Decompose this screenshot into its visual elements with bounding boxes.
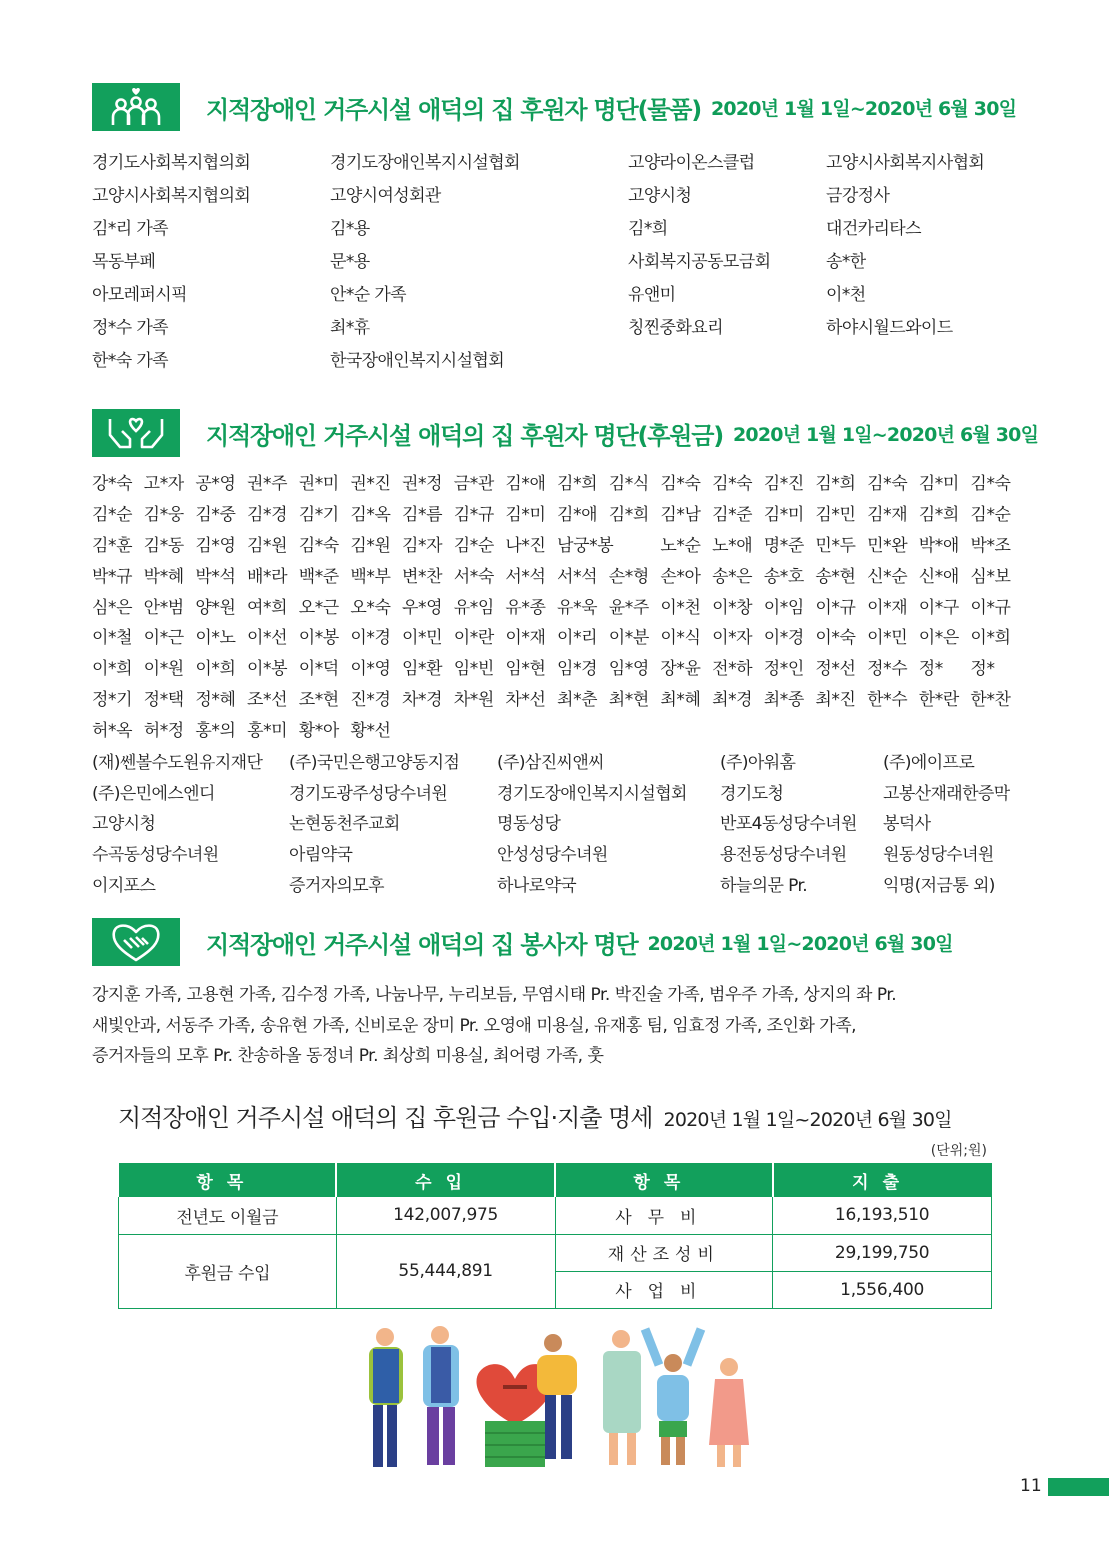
expense-label: 사업비 — [555, 1271, 773, 1308]
donor-name: 김*진 — [763, 473, 804, 494]
donor-name: 홍*의 — [195, 721, 236, 742]
donor-name: 신*순 — [867, 566, 908, 587]
donor-name: 이*철 — [92, 628, 133, 649]
donor-name: 김*희 — [815, 473, 856, 494]
donor-name: 고양시여성회관 — [330, 186, 441, 206]
donor-name: 이*구 — [918, 597, 959, 618]
people-illustration — [355, 1325, 755, 1475]
donor-name: 권*진 — [350, 473, 391, 494]
donor-name: 김*경 — [247, 504, 288, 525]
donor-name: 이*민 — [867, 628, 908, 649]
donor-name: 김*옥 — [350, 504, 391, 525]
donor-name: 홍*미 — [247, 721, 288, 742]
donor-org: (주)삼진씨앤씨 — [497, 752, 604, 773]
donor-row — [92, 590, 1022, 621]
header-item: 항목 — [555, 1163, 773, 1197]
donor-name: 노*애 — [712, 535, 753, 556]
donor-name: 차*원 — [453, 690, 494, 711]
donor-org: 하나로약국 — [497, 876, 577, 897]
donor-name: 목동부페 — [92, 252, 156, 272]
donor-name: 고*자 — [143, 473, 184, 494]
section-title: 지적장애인 거주시설 애덕의 집 후원자 명단(후원금) — [206, 421, 723, 450]
donor-name: 하야시월드와이드 — [826, 318, 953, 338]
donor-name: 차*선 — [505, 690, 546, 711]
volunteer-line: 강지훈 가족, 고용현 가족, 김수정 가족, 나눔나무, 누리보듬, 무염시태 Pr. 박진술 가족, 범우주 가족, 상지의 좌 Pr. — [92, 985, 897, 1005]
section-header-volunteers — [92, 918, 953, 966]
org-row — [92, 807, 1033, 838]
donor-org: 원동성당수녀원 — [883, 845, 994, 866]
donor-org: (재)쎈볼수도원유지재단 — [92, 752, 263, 773]
donor-name: 김*희 — [557, 473, 598, 494]
volunteer-list — [92, 980, 1032, 1072]
donor-name: 정*기 — [92, 690, 133, 711]
finance-table — [118, 1163, 992, 1309]
donor-name: 김*리 가족 — [92, 219, 168, 239]
money-donor-names — [92, 466, 1022, 744]
donor-name: 양*원 — [195, 597, 236, 618]
donor-name: 김*미 — [763, 504, 804, 525]
donor-name: 여*희 — [247, 597, 288, 618]
expense-value: 1,556,400 — [773, 1271, 992, 1308]
donor-name: 송*현 — [815, 566, 856, 587]
volunteer-line: 증거자들의 모후 Pr. 찬송하올 동정녀 Pr. 최상희 미용실, 최어령 가족, 훗 — [92, 1046, 604, 1066]
income-label: 전년도 이월금 — [119, 1197, 337, 1234]
donor-row — [92, 651, 1022, 682]
expense-value: 29,199,750 — [773, 1234, 992, 1271]
donor-name: 장*윤 — [660, 659, 701, 680]
donor-name: 유앤미 — [628, 285, 676, 305]
donor-name: 전*하 — [712, 659, 753, 680]
donor-org: 익명(저금통 외) — [883, 876, 995, 897]
donor-org: 경기도청 — [720, 783, 784, 804]
donor-name: 김*준 — [712, 504, 753, 525]
donor-name: 변*찬 — [402, 566, 443, 587]
donor-name: 우*영 — [402, 597, 443, 618]
donor-name: 김*규 — [453, 504, 494, 525]
donor-name: 김*숙 — [660, 473, 701, 494]
donor-name: 이*봉 — [298, 628, 339, 649]
section-header-money — [92, 409, 1038, 457]
donor-name: 송*호 — [763, 566, 804, 587]
donor-row — [92, 466, 1022, 497]
donor-org: (주)국민은행고양동지점 — [289, 752, 460, 773]
donor-name: 정*수 — [867, 659, 908, 680]
donor-name: 정*인 — [763, 659, 804, 680]
donor-name: 이*희 — [195, 659, 236, 680]
hands-heart-icon — [92, 409, 180, 457]
section-title: 지적장애인 거주시설 애덕의 집 봉사자 명단 — [206, 930, 638, 959]
donor-name: 이*분 — [608, 628, 649, 649]
donor-name: 이*원 — [143, 659, 184, 680]
donor-name: 최*종 — [763, 690, 804, 711]
donor-name: 최*휴 — [330, 318, 370, 338]
donor-name: 박*조 — [970, 535, 1011, 556]
expense-value: 16,193,510 — [773, 1197, 992, 1234]
finance-title — [118, 1098, 952, 1133]
donor-name: 나*진 — [505, 535, 546, 556]
donor-name: 허*정 — [143, 721, 184, 742]
donor-row — [92, 276, 1026, 309]
handshake-heart-icon — [92, 918, 180, 966]
donor-org: 봉덕사 — [883, 814, 931, 835]
donor-name: 진*경 — [350, 690, 391, 711]
donor-name: 안*순 가족 — [330, 285, 406, 305]
donor-name: 신*애 — [918, 566, 959, 587]
donor-name: 이*은 — [918, 628, 959, 649]
donor-row — [92, 497, 1022, 528]
donor-name: 김*순 — [92, 504, 133, 525]
donor-name: 이*재 — [867, 597, 908, 618]
donor-row — [92, 309, 1026, 342]
donor-name: 김*희 — [918, 504, 959, 525]
donor-name: 김*재 — [867, 504, 908, 525]
donor-name: 이*노 — [195, 628, 236, 649]
donor-name: 한*숙 가족 — [92, 351, 168, 371]
donor-name: 최*진 — [815, 690, 856, 711]
section-title: 지적장애인 거주시설 애덕의 집 후원자 명단(물품) — [206, 95, 701, 124]
unit-label: (단위;원) — [930, 1143, 987, 1159]
donor-name: 이*경 — [350, 628, 391, 649]
donor-name: 정*택 — [143, 690, 184, 711]
donor-row — [92, 144, 1026, 177]
donor-org: 증거자의모후 — [289, 876, 384, 897]
header-expense: 지출 — [773, 1163, 992, 1197]
donor-name: 이*경 — [763, 628, 804, 649]
donor-name: 손*아 — [660, 566, 701, 587]
donor-name: 박*혜 — [143, 566, 184, 587]
donor-name: 김*영 — [195, 535, 236, 556]
donor-org: 고봉산재래한증막 — [883, 783, 1010, 804]
donor-row — [92, 620, 1022, 651]
donor-name: 고양시사회복지사협회 — [826, 153, 985, 173]
donor-name: 민*완 — [867, 535, 908, 556]
donor-name: 임*환 — [402, 659, 443, 680]
finance-title-text: 지적장애인 거주시설 애덕의 집 후원금 수입·지출 명세 — [118, 1104, 653, 1132]
donor-name: 정* — [918, 659, 943, 680]
donor-name: 이*리 — [557, 628, 598, 649]
donor-name: 김*민 — [815, 504, 856, 525]
donor-name: 임*현 — [505, 659, 546, 680]
donor-name: 최*현 — [608, 690, 649, 711]
donor-org: 아림약국 — [289, 845, 353, 866]
table-row — [119, 1234, 992, 1271]
donor-name: 한*수 — [867, 690, 908, 711]
donor-name: 서*숙 — [453, 566, 494, 587]
donor-org: 수곡동성당수녀원 — [92, 845, 219, 866]
donor-name: 이*희 — [92, 659, 133, 680]
donor-name: 이*숙 — [815, 628, 856, 649]
donor-name: 김*순 — [453, 535, 494, 556]
donor-name: 송*은 — [712, 566, 753, 587]
donor-name: 오*숙 — [350, 597, 391, 618]
donor-name: 심*보 — [970, 566, 1011, 587]
donor-name: 조*선 — [247, 690, 288, 711]
donor-name: 한*란 — [918, 690, 959, 711]
donor-name: 김*훈 — [92, 535, 133, 556]
donor-name: 김*남 — [660, 504, 701, 525]
donor-name: 김*숙 — [970, 473, 1011, 494]
donor-name: 노*순 — [660, 535, 701, 556]
donor-name: 유*욱 — [557, 597, 598, 618]
donor-name: 안*범 — [143, 597, 184, 618]
donor-name: 이*선 — [247, 628, 288, 649]
donor-name: 김*중 — [195, 504, 236, 525]
donor-name: 김*름 — [402, 504, 443, 525]
donor-name: 이*식 — [660, 628, 701, 649]
donor-name: 김*미 — [505, 504, 546, 525]
donor-row — [92, 243, 1026, 276]
donor-name: 정*수 가족 — [92, 318, 168, 338]
donor-name: 김*희 — [608, 504, 649, 525]
donor-name: 김*자 — [402, 535, 443, 556]
header-item: 항목 — [119, 1163, 337, 1197]
donor-name: 배*라 — [247, 566, 288, 587]
donor-name: 이*천 — [660, 597, 701, 618]
donor-name: 이*란 — [453, 628, 494, 649]
donor-name: 이*덕 — [298, 659, 339, 680]
income-value: 142,007,975 — [336, 1197, 555, 1234]
donor-name: 권*미 — [298, 473, 339, 494]
donor-org: 고양시청 — [92, 814, 156, 835]
donor-name: 윤*주 — [608, 597, 649, 618]
donor-name: 황*선 — [350, 721, 391, 742]
people-heart-icon — [92, 83, 180, 131]
donor-name: 이*임 — [763, 597, 804, 618]
donor-name: 김*용 — [330, 219, 370, 239]
donor-name: 아모레퍼시픽 — [92, 285, 187, 305]
donor-name: 명*준 — [763, 535, 804, 556]
donor-name: 차*경 — [402, 690, 443, 711]
donor-name: 김*식 — [608, 473, 649, 494]
donor-name: 송*한 — [826, 252, 866, 272]
donor-name: 박*석 — [195, 566, 236, 587]
donor-name: 공*영 — [195, 473, 236, 494]
finance-date: 2020년 1월 1일~2020년 6월 30일 — [663, 1109, 952, 1131]
donor-name: 이*봉 — [247, 659, 288, 680]
donor-name: 김*원 — [247, 535, 288, 556]
donor-org: 하늘의문 Pr. — [720, 876, 808, 897]
donor-org: (주)아워홈 — [720, 752, 796, 773]
donor-name: 고양라이온스클럽 — [628, 153, 755, 173]
donor-name: 이*창 — [712, 597, 753, 618]
donor-name: 남궁*봉 — [557, 535, 614, 556]
donor-name: 한국장애인복지시설협회 — [330, 351, 505, 371]
org-row — [92, 868, 1033, 899]
donor-name: 대건카리타스 — [826, 219, 921, 239]
donor-name: 유*종 — [505, 597, 546, 618]
donor-org: 논현동천주교회 — [289, 814, 400, 835]
money-donor-orgs — [92, 745, 1033, 899]
section-header-goods — [92, 83, 1016, 131]
donor-name: 정*혜 — [195, 690, 236, 711]
donor-name: 임*영 — [608, 659, 649, 680]
donor-name: 경기도장애인복지시설협회 — [330, 153, 520, 173]
donor-name: 정* — [970, 659, 995, 680]
donor-name: 김*숙 — [298, 535, 339, 556]
donor-name: 오*근 — [298, 597, 339, 618]
donor-name: 이*영 — [350, 659, 391, 680]
volunteer-line: 새빛안과, 서동주 가족, 송유현 가족, 신비로운 장미 Pr. 오영애 미용실, 유재홍 팀, 임효정 가족, 조인화 가족, — [92, 1015, 857, 1036]
income-label: 후원금 수입 — [119, 1234, 337, 1308]
goods-donor-list — [92, 144, 1026, 375]
donor-name: 김*애 — [505, 473, 546, 494]
donor-name: 임*경 — [557, 659, 598, 680]
donor-name: 이*천 — [826, 285, 866, 305]
section-date: 2020년 1월 1일~2020년 6월 30일 — [732, 423, 1039, 446]
donor-name: 이*희 — [970, 628, 1011, 649]
table-row — [119, 1197, 992, 1234]
donor-name: 박*애 — [918, 535, 959, 556]
header-income: 수입 — [336, 1163, 555, 1197]
table-header-row — [119, 1163, 992, 1197]
donor-name: 백*준 — [298, 566, 339, 587]
person-4 — [603, 1330, 641, 1465]
donor-org: (주)에이프로 — [883, 752, 975, 773]
donor-name: 손*형 — [608, 566, 649, 587]
donor-name: 이*재 — [505, 628, 546, 649]
donor-name: 심*은 — [92, 597, 133, 618]
person-6 — [709, 1358, 749, 1467]
donor-name: 김*숙 — [867, 473, 908, 494]
section-date: 2020년 1월 1일~2020년 6월 30일 — [711, 97, 1017, 120]
donor-name: 김*희 — [628, 219, 668, 239]
donor-org: 명동성당 — [497, 814, 561, 835]
donor-name: 조*현 — [298, 690, 339, 711]
donor-name: 허*옥 — [92, 721, 133, 742]
donor-name: 박*규 — [92, 566, 133, 587]
expense-label: 사무비 — [555, 1197, 773, 1234]
donor-name: 유*임 — [453, 597, 494, 618]
person-5 — [645, 1329, 701, 1465]
donor-name: 최*경 — [712, 690, 753, 711]
donor-name: 문*용 — [330, 252, 370, 272]
section-date: 2020년 1월 1일~2020년 6월 30일 — [647, 932, 953, 955]
donor-name: 한*찬 — [970, 690, 1011, 711]
donor-name: 이*규 — [970, 597, 1011, 618]
person-1 — [369, 1328, 403, 1467]
page-bar — [1048, 1478, 1109, 1496]
donor-name: 금*관 — [453, 473, 494, 494]
donor-row — [92, 528, 1022, 559]
donor-org: 안성성당수녀원 — [497, 845, 608, 866]
donor-name: 서*석 — [557, 566, 598, 587]
donor-row — [92, 210, 1026, 243]
donor-name: 이*근 — [143, 628, 184, 649]
donor-name: 백*부 — [350, 566, 391, 587]
donor-org: 반포4동성당수녀원 — [720, 814, 857, 835]
expense-label: 재산조성비 — [555, 1234, 773, 1271]
donor-name: 임*빈 — [453, 659, 494, 680]
donor-name: 이*규 — [815, 597, 856, 618]
donor-row — [92, 713, 1022, 744]
donor-name: 금강정사 — [826, 186, 890, 206]
donor-row — [92, 682, 1022, 713]
donor-name: 고양시청 — [628, 186, 692, 206]
org-row — [92, 837, 1033, 868]
donor-name: 고양시사회복지협의회 — [92, 186, 251, 206]
income-value: 55,444,891 — [336, 1234, 555, 1308]
org-row — [92, 776, 1033, 807]
donor-row — [92, 559, 1022, 590]
donor-name: 김*웅 — [143, 504, 184, 525]
donor-name: 정*선 — [815, 659, 856, 680]
donor-name: 이*자 — [712, 628, 753, 649]
donor-name: 최*춘 — [557, 690, 598, 711]
donor-org: 경기도광주성당수녀원 — [289, 783, 448, 804]
donor-name: 이*민 — [402, 628, 443, 649]
person-2 — [423, 1326, 459, 1465]
donor-org: 이지포스 — [92, 876, 156, 897]
donor-org: 경기도장애인복지시설협회 — [497, 783, 687, 804]
org-row — [92, 745, 1033, 776]
donor-name: 사회복지공동모금회 — [628, 252, 771, 272]
donor-name: 김*동 — [143, 535, 184, 556]
donor-name: 최*혜 — [660, 690, 701, 711]
donor-name: 경기도사회복지협의회 — [92, 153, 251, 173]
donor-name: 서*석 — [505, 566, 546, 587]
donor-name: 김*기 — [298, 504, 339, 525]
donor-name: 황*아 — [298, 721, 339, 742]
donor-name: 민*두 — [815, 535, 856, 556]
page-number: 11 — [1020, 1476, 1042, 1496]
donor-name: 김*숙 — [712, 473, 753, 494]
donor-row — [92, 342, 1026, 375]
donor-name: 김*미 — [918, 473, 959, 494]
donor-name: 칭찐중화요리 — [628, 318, 723, 338]
donor-row — [92, 177, 1026, 210]
donor-name: 김*순 — [970, 504, 1011, 525]
donor-name: 강*숙 — [92, 473, 133, 494]
donor-name: 권*주 — [247, 473, 288, 494]
donor-name: 권*정 — [402, 473, 443, 494]
donor-org: 용전동성당수녀원 — [720, 845, 847, 866]
donor-name: 김*애 — [557, 504, 598, 525]
donor-org: (주)은민에스엔디 — [92, 783, 215, 804]
donor-name: 김*원 — [350, 535, 391, 556]
